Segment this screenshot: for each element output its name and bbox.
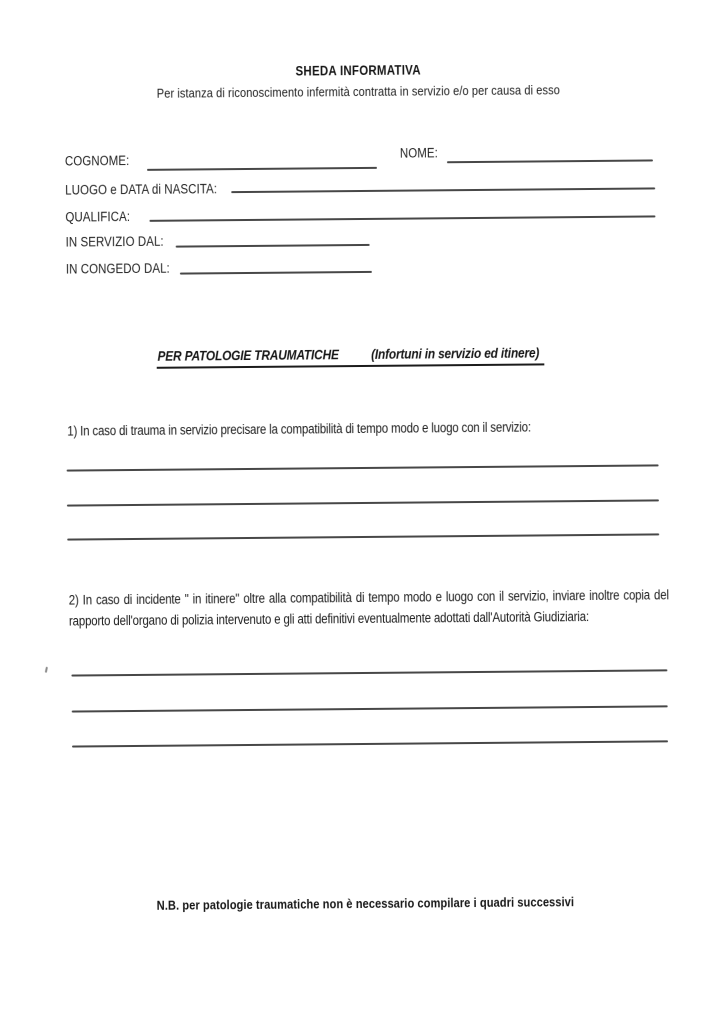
cognome-label: COGNOME:	[64, 153, 130, 169]
luogo-data-nascita-field-line	[231, 187, 655, 192]
question-2-answer-line	[72, 740, 668, 747]
in-servizio-dal-label: IN SERVIZIO DAL:	[65, 233, 164, 250]
nome-field-line	[447, 159, 653, 162]
footer-note: N.B. per patologie traumatiche non è necessario compilare i quadri successivi	[156, 894, 575, 913]
nome-label: NOME:	[399, 145, 438, 161]
question-1-answer-line	[67, 464, 659, 471]
cognome-field-line	[147, 167, 377, 171]
question-1-answer-line	[67, 499, 659, 506]
document-subtitle: Per istanza di riconoscimento infermità contratta in servizio e/o per causa di esso	[156, 82, 560, 101]
question-1-answer-line	[67, 533, 659, 540]
section-heading-main: PER PATOLOGIE TRAUMATICHE	[157, 346, 339, 364]
question-2-answer-line	[72, 705, 668, 712]
section-heading	[157, 344, 545, 368]
in-servizio-dal-field-line	[176, 244, 370, 247]
qualifica-label: QUALIFICA:	[65, 209, 131, 225]
luogo-data-nascita-label: LUOGO e DATA di NASCITA:	[65, 181, 218, 198]
section-heading-note: (Infortuni in servizio ed itinere)	[371, 344, 540, 362]
document-title: SHEDA INFORMATIVA	[295, 62, 421, 79]
in-congedo-dal-field-line	[180, 271, 372, 274]
scan-speck-artifact	[45, 667, 48, 673]
question-1-text: 1) In caso di trauma in servizio precisare la compatibilità di tempo modo e luogo con il servizio:	[67, 419, 531, 439]
in-congedo-dal-label: IN CONGEDO DAL:	[65, 260, 170, 277]
qualifica-field-line	[149, 215, 655, 221]
question-2-text: 2) In caso di incidente " in itinere" oltre alla compatibilità di tempo modo e luogo con il servizio, inviare inoltre copia del rapporto dell'organo di polizia intervenuto e gli atti definitivi eventualmente adottati dall'Autorità Giudiziaria:	[68, 587, 669, 629]
question-2-answer-line	[71, 669, 667, 676]
